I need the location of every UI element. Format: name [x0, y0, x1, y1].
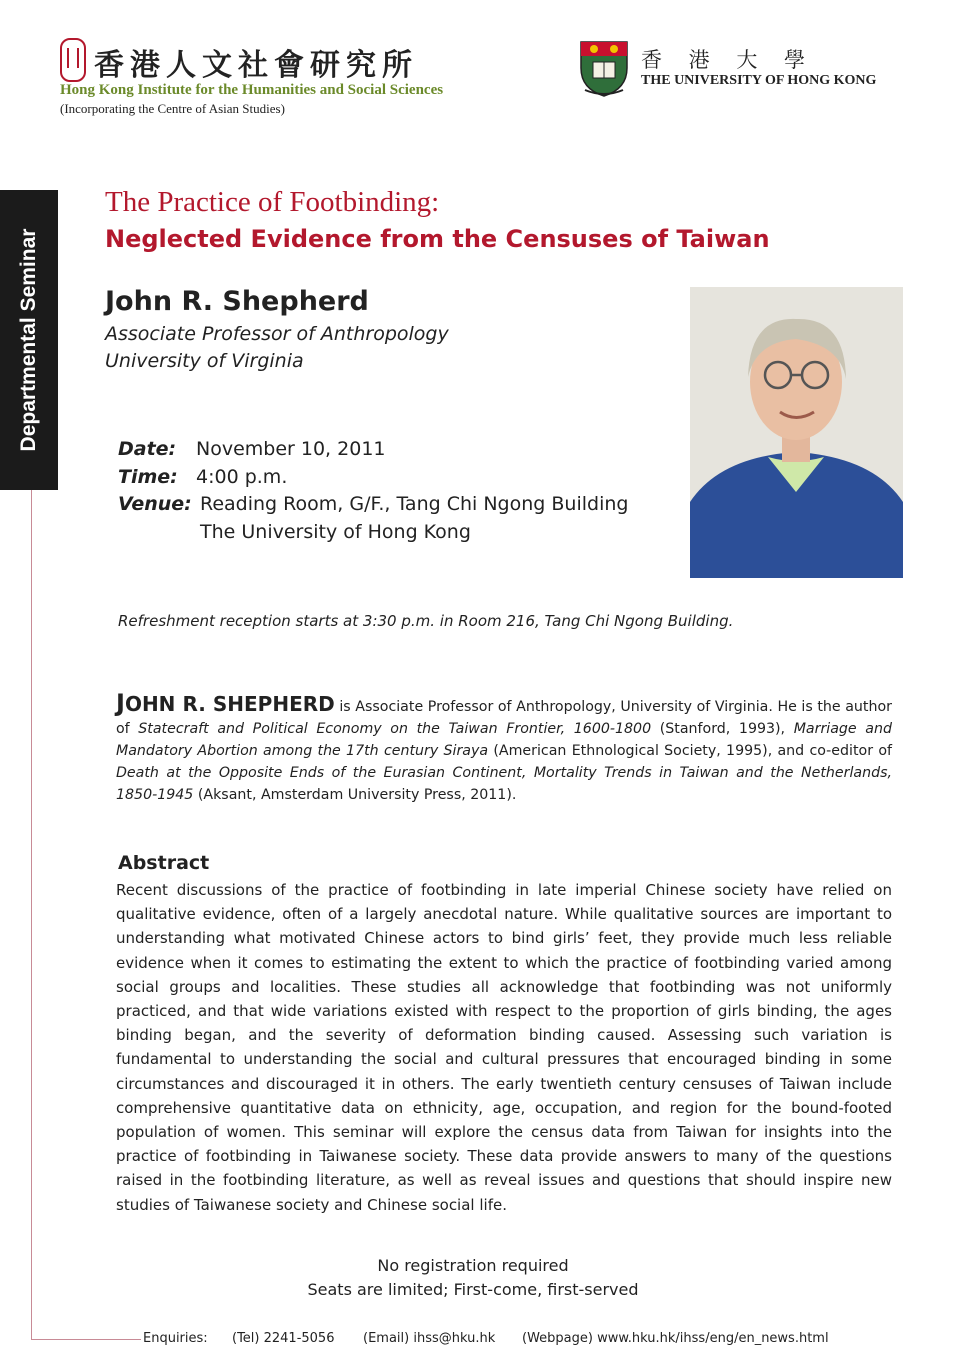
date-label: Date:: [118, 438, 177, 460]
ihss-seal-logo: [60, 38, 86, 82]
decorative-footer-line: [31, 1339, 141, 1340]
seminar-type-label: Departmental Seminar: [17, 228, 40, 452]
bio-name-rest: OHN R. SHEPHERD: [124, 692, 335, 716]
refreshment-note: Refreshment reception starts at 3:30 p.m. in Room 216, Tang Chi Ngong Building.: [118, 612, 734, 630]
ihss-english-name: Hong Kong Institute for the Humanities and Social Sciences: [60, 82, 444, 98]
venue-label: Venue:: [118, 493, 192, 515]
speaker-name: John R. Shepherd: [105, 286, 369, 317]
hku-chinese-name: 香 港 大 學: [641, 48, 816, 72]
ihss-subtitle: (Incorporating the Centre of Asian Studies): [60, 101, 285, 116]
seminar-title-line2: Neglected Evidence from the Censuses of Taiwan: [105, 225, 770, 253]
bio-text-4: (Aksant, Amsterdam University Press, 2011).: [193, 787, 517, 803]
hku-crest-logo: [577, 38, 631, 98]
bio-text-1: is Associate Professor of Anthropology, University of Virginia. He is the author of: [116, 699, 892, 737]
ihss-chinese-name: 香港人文社會研究所: [94, 48, 418, 83]
time-label: Time:: [118, 466, 178, 488]
bio-text-2: (Stanford, 1993),: [651, 721, 794, 737]
seminar-title-line1: The Practice of Footbinding:: [105, 186, 440, 218]
bio-book-2: Marriage and Mandatory Abortion among the 17th century Siraya: [116, 721, 892, 759]
date-value: November 10, 2011: [196, 438, 386, 460]
venue-value-line2: The University of Hong Kong: [200, 521, 471, 543]
hku-english-name: THE UNIVERSITY OF HONG KONG: [641, 73, 877, 88]
contact-telephone: (Tel) 2241-5056: [232, 1331, 335, 1346]
speaker-position: Associate Professor of Anthropology: [105, 323, 449, 345]
seminar-type-tab: [0, 190, 58, 490]
decorative-vertical-line: [31, 490, 32, 1340]
speaker-portrait-photo: [690, 287, 903, 578]
speaker-bio: [116, 689, 893, 806]
abstract-heading: Abstract: [118, 852, 210, 874]
bio-book-3: Death at the Opposite Ends of the Eurasian Continent, Mortality Trends in Taiwan and the Netherlands, 1850-1945: [116, 765, 892, 803]
bio-text-3: (American Ethnological Society, 1995), and co-editor of: [488, 743, 893, 759]
registration-notice: No registration required: [377, 1256, 569, 1275]
enquiries-label: Enquiries:: [143, 1331, 208, 1346]
contact-webpage-link[interactable]: (Webpage) www.hku.hk/ihss/eng/en_news.html: [522, 1331, 829, 1346]
venue-value: Reading Room, G/F., Tang Chi Ngong Building: [200, 493, 629, 515]
seating-notice: Seats are limited; First-come, first-served: [307, 1280, 639, 1299]
bio-book-1: Statecraft and Political Economy on the Taiwan Frontier, 1600-1800: [138, 721, 652, 737]
bio-name-initial: J: [116, 689, 125, 717]
speaker-affiliation: University of Virginia: [105, 350, 304, 372]
time-value: 4:00 p.m.: [196, 466, 288, 488]
contact-email-link[interactable]: (Email) ihss@hku.hk: [363, 1331, 496, 1346]
abstract-text: Recent discussions of the practice of footbinding in late imperial Chinese society have relied on qualitative evidence, often of a largely anecdotal nature. While qualitative sources are important to understanding what motivated Chinese actors to bind girls’ feet, they provide much less reliable evidence when it comes to estimating the extent to which the practice of footbinding varied among social groups and localities. These studies all acknowledge that footbinding was not uniformly practiced, and that wide variations existed with respect to the proportion of girls binding, the ages binding began, and the severity of deformation binding caused. Assessing such variation is fundamental to understanding the social and cultural pressures that encouraged binding in some circumstances and discouraged it in others. The early twentieth century censuses of Taiwan include comprehensive quantitative data on ethnicity, age, occupation, and region for the bound-footed population of women. This seminar will explore the census data from Taiwan for insights into the practice of footbinding in Taiwanese society. These data provide answers to many of the questions raised in the footbinding literature, as well as reveal issues and questions that should inspire new studies of Taiwanese society and Chinese social life.: [116, 881, 892, 1214]
